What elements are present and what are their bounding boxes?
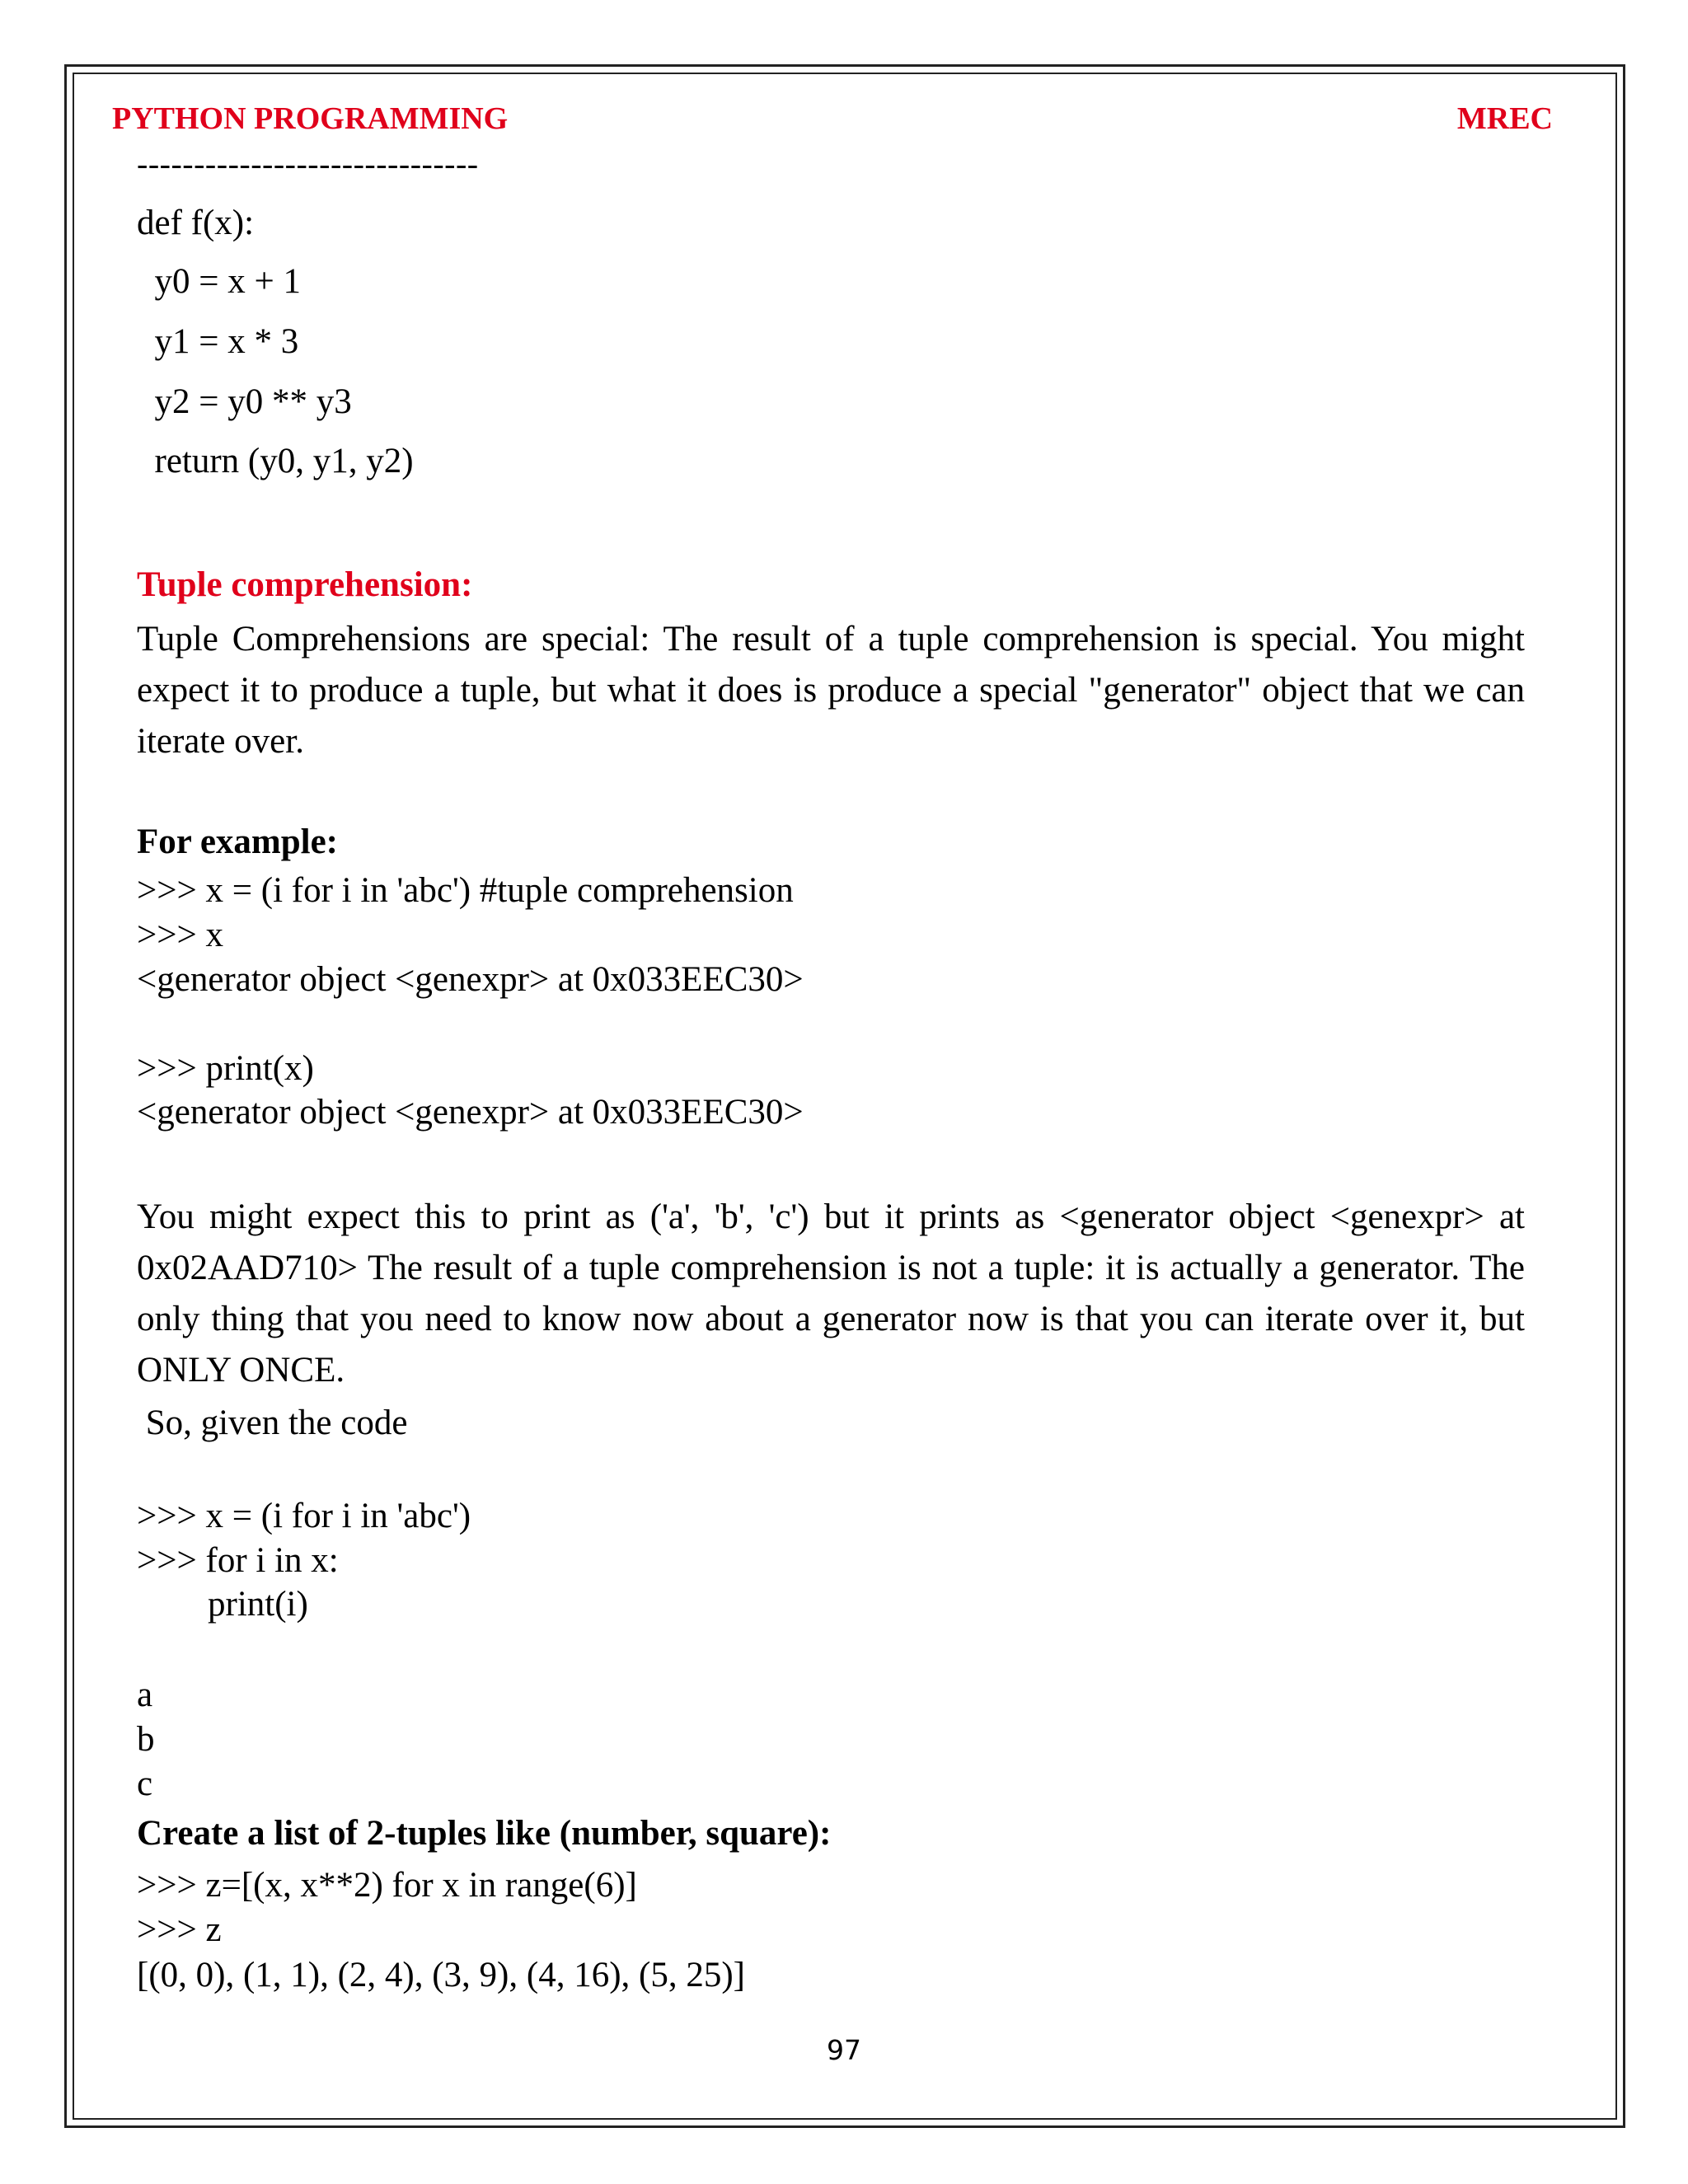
code-line: return (y0, y1, y2) xyxy=(137,442,414,480)
header-institution: MREC xyxy=(1456,101,1553,136)
example-line: >>> x xyxy=(137,916,224,954)
tuple-paragraph: Tuple Comprehensions are special: The result of a tuple comprehension is special. You might expect it to produce a tuple, but what it does is produce a special "generator" object that we can iterate over. xyxy=(137,620,1525,761)
explanation-paragraph: You might expect this to print as ('a', 'b', 'c') but it prints as <generator object <genexpr> at 0x02AAD710> The result of a tuple comprehension is not a tuple: it is actually a generator. The only thing that you need to know now about a generator now is that you can iterate over it, but ONLY ONCE. xyxy=(137,1197,1525,1390)
section-heading-tuple-comprehension: Tuple comprehension: xyxy=(137,565,473,604)
example-heading: For example: xyxy=(137,823,338,861)
code-line: def f(x): xyxy=(137,204,255,242)
example-line: >>> x = (i for i in 'abc') #tuple comprehension xyxy=(137,871,794,910)
example-line: <generator object <genexpr> at 0x033EEC30> xyxy=(137,960,804,999)
code-line: y0 = x + 1 xyxy=(137,262,302,301)
list-code-line: >>> z=[(x, x**2) for x in range(6)] xyxy=(137,1866,637,1905)
loop-code-line: >>> x = (i for i in 'abc') xyxy=(137,1497,471,1535)
example-line: <generator object <genexpr> at 0x033EEC30> xyxy=(137,1093,804,1132)
output-line: b xyxy=(137,1720,155,1759)
code-line: y1 = x * 3 xyxy=(137,322,299,361)
loop-code-line: print(i) xyxy=(137,1585,308,1624)
list-heading: Create a list of 2-tuples like (number, square): xyxy=(137,1814,832,1853)
page-number: 97 xyxy=(827,2034,861,2066)
code-line: y2 = y0 ** y3 xyxy=(137,382,352,421)
loop-code-line: >>> for i in x: xyxy=(137,1541,339,1580)
output-line: c xyxy=(137,1765,153,1803)
example-line: >>> print(x) xyxy=(137,1049,314,1088)
list-code-line: >>> z xyxy=(137,1910,222,1949)
output-line: a xyxy=(137,1675,153,1714)
header-divider: ------------------------------ xyxy=(137,145,479,182)
list-code-line: [(0, 0), (1, 1), (2, 4), (3, 9), (4, 16), (5, 25)] xyxy=(137,1956,745,1994)
given-code-line: So, given the code xyxy=(137,1404,408,1442)
header-title: PYTHON PROGRAMMING xyxy=(112,101,509,136)
